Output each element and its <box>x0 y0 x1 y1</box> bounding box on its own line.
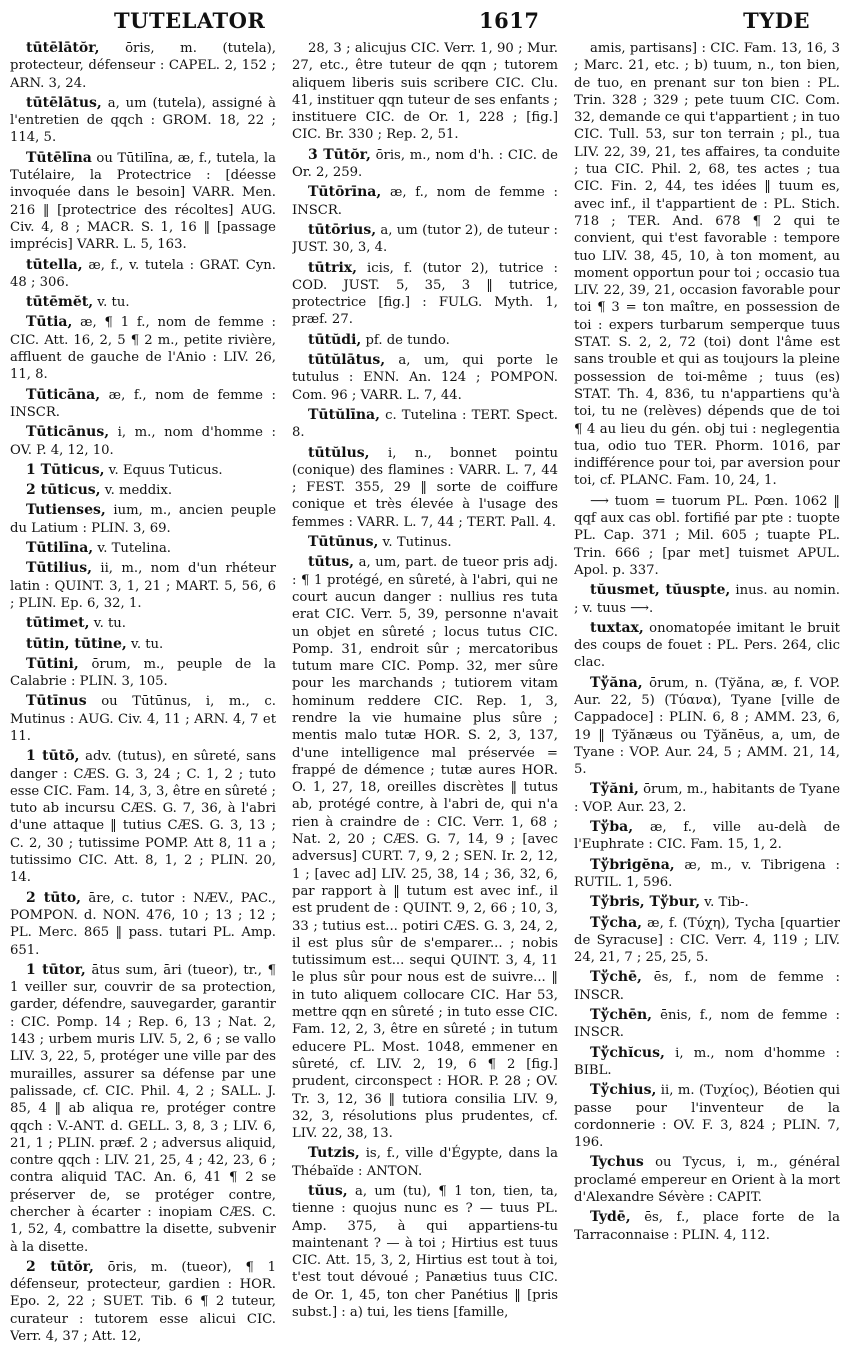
page-header <box>10 0 840 40</box>
entry-headword: Tūtēlīna <box>26 149 92 166</box>
entry-headword: Tydē, <box>590 1209 631 1226</box>
entry-text: v. Tutinus. <box>378 535 452 551</box>
dictionary-entry <box>574 1209 840 1244</box>
entry-text: v. Tutelina. <box>93 541 171 557</box>
dictionary-entry <box>292 184 558 219</box>
entry-headword: Tўchĭcus, <box>590 1044 665 1061</box>
entry-text: æ, m., v. Tibrigena : RUTIL. 1, 596. <box>574 857 840 890</box>
dictionary-entry <box>10 424 276 459</box>
entry-headword: Tўchē, <box>590 969 642 986</box>
dictionary-entry <box>10 656 276 691</box>
dictionary-entry <box>10 482 276 499</box>
dictionary-entry <box>292 222 558 257</box>
header-right-guideword: TYDE <box>743 7 810 33</box>
column-1 <box>10 40 276 1350</box>
entry-headword: Tūtilīna, <box>26 540 94 557</box>
page-number: 1617 <box>479 7 540 33</box>
entry-text: æ, f., nom de femme : INSCR. <box>10 387 276 420</box>
dictionary-entry <box>574 969 840 1004</box>
entry-text: a, um (tutor 2), de tuteur : JUST. 30, 3, 4. <box>292 222 558 256</box>
dictionary-entry <box>10 540 276 557</box>
entry-text: inus. au nomin. ; v. tuus ⟶. <box>574 583 840 616</box>
entry-headword: Tўăni, <box>590 781 639 798</box>
entry-text: i, n., bonnet pointu (conique) des flamines : VARR. L. 7, 44 ; FEST. 355, 29 ‖ sorte de coiffure conique et très élevée à l'usage des femmes : VARR. L. 7, 44 ; TERT. Pall. 4. <box>292 445 558 530</box>
dictionary-entry <box>574 1007 840 1042</box>
entry-headword: tŭus, <box>308 1183 348 1199</box>
dictionary-entry <box>10 387 276 422</box>
entry-text: ōris, m. (tueor), ¶ 1 défenseur, protecteur, gardien : HOR. Epo. 2, 22 ; SUET. Tib. 6 ¶ 2 tuteur, curateur : tutorem esse alicui CIC. Verr. 4, 37 ; Att. 12, <box>10 1259 276 1345</box>
entry-headword: 2 tūtŏr, <box>26 1258 94 1275</box>
dictionary-entry <box>574 620 840 672</box>
entry-headword: tūtus, <box>308 554 355 571</box>
entry-text: v. Tib-. <box>700 895 749 911</box>
entry-headword: 2 tūto, <box>26 889 82 906</box>
entry-headword: 2 tūticus, <box>26 482 101 499</box>
dictionary-entry <box>574 781 840 816</box>
entry-text: ōrum, m., peuple de la Calabrie : PLIN. 3, 105. <box>10 656 276 690</box>
entry-text: ōrum, m., habitants de Tyane : VOP. Aur. 23, 2. <box>574 782 840 815</box>
entry-headword: tŭusmet, tŭuspte, <box>590 582 731 599</box>
entry-text: v. Equus Tuticus. <box>104 462 223 478</box>
dictionary-entry <box>292 1183 558 1321</box>
entry-text: ii, m. (Τυχίος), Béotien qui passe pour l'inventeur de la cordonnerie : OV. F. 3, 824 ; PLIN. 7, 196. <box>574 1083 840 1151</box>
dictionary-entry <box>292 445 558 531</box>
entry-text: ium, m., ancien peuple du Latium : PLIN. 3, 69. <box>10 503 276 536</box>
entry-text: æ, f., ville au-delà de l'Euphrate : CIC. Fam. 15, 1, 2. <box>574 820 840 853</box>
entry-headword: Tychus <box>590 1154 644 1171</box>
dictionary-entry <box>292 554 558 1142</box>
entry-headword: 1 tūtor, <box>26 961 86 978</box>
dictionary-entry <box>574 894 840 911</box>
entry-headword: Tūticānus, <box>26 424 110 441</box>
entry-headword: Tūtini, <box>26 655 79 672</box>
dictionary-entry <box>10 502 276 537</box>
entry-text: amis, partisans] : CIC. Fam. 13, 16, 3 ; Marc. 21, etc. ; b) tuum, n., ton bien, de tuo, en prenant sur ton bien : PL. Trin. 328 ; 329 ; pete tuum CIC. Com. 32, demande ce qui t'appartient ; in tuo CIC. Tull. 53, sur ton terrain ; pl., tua LIV. 22, 39, 21, tes affaires, ta conduite ; tua CIC. Phil. 2, 68, tes actes ; tua CIC. Fin. 2, 44, tes idées ‖ tuum es, avec inf., il t'appartient de : PL. Stich. 718 ; TER. And. 678 ¶ 2 qui te convient, qui t'est favorable : tempore tuo LIV. 38, 45, 10, à ton moment, au moment opportun pour toi ; occasio tua LIV. 22, 39, 21, occasion favorable pour toi ¶ 3 = ton maître, en possession de toi : expers turbarum semperque tuus STAT. S. 2, 2, 72 (toi) dont l'âme est sans trouble et qui as toujours la pleine possession de toi-même ; tuus (es) STAT. Th. 4, 836, tu n'appartiens qu'à toi, tu ne (relèves) dépends que de toi ¶ 4 au lieu du gén. obj tui : neglegentia tua, odio tuo TER. Phorm. 1016, par indifférence pour toi, par aversion pour toi, cf. PLANC. Fam. 10, 24, 1. <box>574 41 840 489</box>
dictionary-entry <box>292 407 558 442</box>
dictionary-entry <box>574 1154 840 1206</box>
dictionary-entry <box>574 582 840 617</box>
dictionary-entry <box>292 1145 558 1180</box>
entry-text: ou Tūtūnus, i, m., c. Mutinus : AUG. Civ. 4, 11 ; ARN. 4, 7 et 11. <box>10 694 276 744</box>
entry-text: ēs, f., nom de femme : INSCR. <box>574 970 840 1003</box>
entry-text: c. Tutelina : TERT. Spect. 8. <box>292 407 558 441</box>
entry-text: æ, f., nom de femme : INSCR. <box>292 185 558 218</box>
entry-text: v. meddix. <box>100 483 173 499</box>
entry-text: is, f., ville d'Égypte, dans la Thébaïde : ANTON. <box>292 1146 558 1179</box>
entry-headword: Tutzis, <box>308 1145 360 1162</box>
entry-text: v. tu. <box>126 636 164 652</box>
columns <box>10 40 840 1350</box>
entry-text: ou Tūtilīna, æ, f., tutela, la Tutélaire, la Protectrice : [déesse invoquée dans le besoin] VARR. Men. 216 ‖ [protectrice des récoltes] AUG. Civ. 4, 8 ; MACR. S. 1, 16 ‖ [passage imprécis] VARR. L. 5, 163. <box>10 150 276 253</box>
entry-text: ⟶ tuom = tuorum PL. Pœn. 1062 ‖ qqf aux cas obl. fortifié par pte : tuopte PL. Cap. 371 ; Mil. 605 ; tuapte PL. Trin. 666 ; [par met] tuismet APUL. Apol. p. 337. <box>574 493 840 578</box>
entry-text: æ, f., v. tutela : GRAT. Cyn. 48 ; 306. <box>10 257 276 290</box>
dictionary-entry <box>10 615 276 632</box>
header-left-guideword: TUTELATOR <box>114 7 266 33</box>
entry-headword: tūtŭdi, <box>308 331 362 348</box>
dictionary-entry <box>574 1045 840 1080</box>
dictionary-entry <box>574 819 840 854</box>
entry-headword: 1 Tūticus, <box>26 461 105 478</box>
entry-headword: Tўbrigĕna, <box>590 856 675 873</box>
entry-text: pf. de tundo. <box>361 332 450 348</box>
entry-headword: Tūtīnus <box>26 693 87 710</box>
entry-text: æ, ¶ 1 f., nom de femme : CIC. Att. 16, 2, 5 ¶ 2 m., petite rivière, affluent de gauche de l'Anio : LIV. 26, 11, 8. <box>10 315 276 383</box>
entry-headword: Tūtilius, <box>26 560 92 577</box>
dictionary-entry <box>10 314 276 383</box>
entry-text: 28, 3 ; alicujus CIC. Verr. 1, 90 ; Mur. 27, etc., être tuteur de qqn ; tutorem aliquem liberis suis scribere CIC. Clu. 41, instituer qqn tuteur de ses enfants ; instituere CIC. de Or. 1, 228 ; [fig.] CIC. Br. 330 ; Rep. 2, 51. <box>292 41 558 143</box>
dictionary-entry <box>10 294 276 311</box>
entry-headword: tūtōrius, <box>308 221 377 238</box>
entry-headword: Tūtŭlīna, <box>308 406 381 423</box>
dictionary-entry <box>292 534 558 551</box>
entry-headword: Tўchēn, <box>590 1007 653 1024</box>
entry-text: adv. (tutus), en sûreté, sans danger : CÆS. G. 3, 24 ; C. 1, 2 ; tuto esse CIC. Fam. 14, 3, 3, être en sûreté ; tuto ab incursu CÆS. G. 7, 36, à l'abri d'une attaque ‖ tutius CÆS. G. 3, 13 ; C. 2, 30 ; tutissime POMP. Att 8, 11 a ; tutissimo CIC. Att. 8, 1, 2 ; PLIN. 20, 14. <box>10 749 276 886</box>
dictionary-entry <box>292 40 558 144</box>
entry-headword: Tўchius, <box>590 1082 657 1099</box>
dictionary-entry <box>10 636 276 653</box>
dictionary-entry <box>10 462 276 479</box>
entry-headword: tūtin, tūtine, <box>26 635 127 652</box>
dictionary-entry <box>574 915 840 967</box>
dictionary-entry <box>10 40 276 92</box>
entry-text: v. tu. <box>89 616 126 632</box>
entry-text: ōris, m., nom d'h. : CIC. de Or. 2, 259. <box>292 147 558 181</box>
dictionary-entry <box>574 40 840 490</box>
entry-headword: tūtēlātŏr, <box>26 40 100 56</box>
entry-headword: Tūtūnus, <box>308 534 379 551</box>
entry-headword: 1 tūtō, <box>26 748 80 765</box>
dictionary-entry <box>574 675 840 779</box>
entry-text: a, um (tutela), assigné à l'entretien de qqch : GROM. 18, 22 ; 114, 5. <box>10 95 276 146</box>
entry-headword: tūtella, <box>26 256 83 273</box>
dictionary-entry <box>10 890 276 959</box>
entry-text: ou Tycus, i, m., général proclamé empereur en Orient à la mort d'Alexandre Sévère : CAPIT. <box>574 1155 840 1205</box>
entry-headword: Tūticāna, <box>26 386 101 403</box>
entry-text: i, m., nom d'homme : OV. P. 4, 12, 10. <box>10 425 276 458</box>
entry-text: a, um (tu), ¶ 1 ton, tien, ta, tienne : quojus nunc es ? — tuus PL. Amp. 375, à qui appartiens-tu maintenant ? — à toi ; Hirtius est tuus CIC. Att. 15, 3, 2, Hirtius est tout à toi, t'est tout dévoué ; Panætius tuus CIC. de Or. 1, 45, ton cher Panétius ‖ [pris subst.] : a) tui, les tiens [famille, <box>292 1184 558 1321</box>
entry-headword: Tўăna, <box>590 674 643 691</box>
dictionary-entry <box>10 693 276 745</box>
entry-headword: 3 Tūtŏr, <box>308 146 371 163</box>
dictionary-entry <box>10 95 276 147</box>
entry-headword: Tutienses, <box>26 502 106 519</box>
entry-text: v. tu. <box>93 295 130 311</box>
dictionary-entry <box>292 260 558 329</box>
entry-text: i, m., nom d'homme : BIBL. <box>574 1045 840 1078</box>
entry-text: ēnis, f., nom de femme : INSCR. <box>574 1008 840 1041</box>
entry-text: ōrum, n. (Tўăna, æ, f. VOP. Aur. 22, 5) (Τύανα), Tyane [ville de Cappadoce] : PLIN. 6, 8 ; AMM. 23, 6, 19 ‖ Tўănæus ou Tўănēus, a, um, de Tyane : VOP. Aur. 24, 5 ; AMM. 21, 14, 5. <box>574 675 840 778</box>
entry-headword: Tўcha, <box>590 914 643 931</box>
column-2 <box>292 40 558 1350</box>
entry-headword: Tūtōrīna, <box>308 184 382 201</box>
entry-text: onomatopée imitant le bruit des coups de fouet : PL. Pers. 264, clic clac. <box>574 620 840 671</box>
dictionary-entry <box>574 493 840 579</box>
dictionary-entry <box>10 560 276 612</box>
entry-headword: tūtŭlus, <box>308 444 370 461</box>
dictionary-entry <box>10 150 276 254</box>
dictionary-entry <box>10 748 276 886</box>
entry-text: a, um, qui porte le tutulus : ENN. An. 124 ; POMPON. Com. 96 ; VARR. L. 7, 44. <box>292 353 558 403</box>
dictionary-entry <box>292 147 558 182</box>
entry-headword: tūtēlātus, <box>26 94 102 111</box>
entry-text: ātus sum, āri (tueor), tr., ¶ 1 veiller sur, couvrir de sa protection, garder, défendre, sauvegarder, garantir : CIC. Pomp. 14 ; Rep. 6, 13 ; Nat. 2, 143 ; urbem muris LIV. 5, 2, 6 ; se vallo LIV. 3, 22, 5, protéger une ville par des murailles, assurer sa défense par une palissade, cf. CIC. Phil. 4, 2 ; SALL. J. 85, 4 ‖ ab aliqua re, protéger contre qqch : V.-ANT. d. GELL. 3, 8, 3 ; LIV. 6, 21, 1 ; PLIN. præf. 2 ; adversus aliquid, contre qqch : LIV. 21, 25, 4 ; 42, 23, 6 ; contra aliquid TAC. An. 6, 41 ¶ 2 se préserver de, se protéger contre, chercher à écarter : inopiam CÆS. C. 1, 52, 4, combattre la disette, subvenir à la disette. <box>10 962 276 1255</box>
dictionary-entry <box>10 257 276 292</box>
entry-text: æ, f. (Τύχη), Tycha [quartier de Syracuse] : CIC. Verr. 4, 119 ; LIV. 24, 21, 7 ; 25, 25, 5. <box>574 915 840 966</box>
entry-headword: tūtēmĕt, <box>26 294 94 311</box>
dictionary-entry <box>292 352 558 404</box>
entry-headword: Tūtia, <box>26 314 73 331</box>
entry-text: ii, m., nom d'un rhéteur latin : QUINT. 3, 1, 21 ; MART. 5, 56, 6 ; PLIN. Ep. 6, 32, 1. <box>10 561 276 611</box>
entry-text: a, um, part. de tueor pris adj. : ¶ 1 protégé, en sûreté, à l'abri, qui ne court aucun danger : nullius res tuta erat CIC. Verr. 5, 39, personne n'avait un objet en sûreté ; locus tutus CIC. Pomp. 31, endroit sûr ; mercatoribus tutum mare CIC. Pomp. 32, mer sûre pour les marchands ; tutiorem vitam hominum reddere CIC. Rep. 1, 3, rendre la vie humaine plus sûre ; mentis malo tutæ HOR. S. 2, 3, 137, d'une intelligence mal préservée = frappé de démence ; tutæ aures HOR. O. 1, 27, 18, oreilles discrètes ‖ tutus ab, protégé contre, à l'abri de, qui n'a rien à craindre de : CIC. Verr. 1, 68 ; Nat. 2, 20 ; CÆS. G. 7, 14, 9 ; [avec adversus] CURT. 7, 9, 2 ; SEN. Ir. 2, 12, 1 ; [avec ad] LIV. 25, 38, 14 ; 36, 32, 6, par rapport à ‖ tutum est avec inf., il est prudent de : QUINT. 9, 2, 66 ; 10, 3, 33 ; tutius est... potiri CÆS. G. 3, 24, 2, il est plus sûr de s'emparer... ; nobis tutissimum est... sequi QUINT. 3, 4, 11 le plus sûr pour nous est de suivre... ‖ in tuto aliquem collocare CIC. Har 53, mettre qqn en sûreté ; in tuto esse CIC. Fam. 12, 2, 3, être en sûreté ; in tutum educere PL. Most. 1048, emmener en sûreté, cf. LIV. 2, 19, 6 ¶ 2 [fig.] prudent, circonspect : HOR. P. 28 ; OV. Tr. 3, 12, 36 ‖ tutiora consilia LIV. 9, 32, 3, résolutions plus prudentes, cf. LIV. 22, 38, 13. <box>292 555 558 1142</box>
dictionary-entry <box>10 962 276 1256</box>
entry-text: icis, f. (tutor 2), tutrice : COD. JUST. 5, 35, 3 ‖ tutrice, protectrice [fig.] : FULG. Myth. 1, præf. 27. <box>292 260 558 328</box>
dictionary-entry <box>574 1082 840 1151</box>
entry-headword: Tўba, <box>590 819 634 836</box>
dictionary-entry <box>292 332 558 349</box>
entry-headword: tūtŭlātus, <box>308 352 386 369</box>
dictionary-entry <box>574 857 840 892</box>
entry-headword: tūtimet, <box>26 615 90 632</box>
entry-text: ēs, f., place forte de la Tarraconnaise : PLIN. 4, 112. <box>574 1210 840 1243</box>
entry-text: āre, c. tutor : NÆV., PAC., POMPON. d. NON. 476, 10 ; 13 ; 12 ; PL. Merc. 865 ‖ pass. tutari PL. Amp. 651. <box>10 890 276 958</box>
entry-headword: tūtrix, <box>308 259 358 276</box>
entry-text: ōris, m. (tutela), protecteur, défenseur : CAPEL. 2, 152 ; ARN. 3, 24. <box>10 41 276 91</box>
column-3 <box>574 40 840 1350</box>
entry-headword: Tўbris, Tўbur, <box>590 894 701 911</box>
dictionary-entry <box>10 1259 276 1345</box>
entry-headword: tuxtax, <box>590 619 644 636</box>
